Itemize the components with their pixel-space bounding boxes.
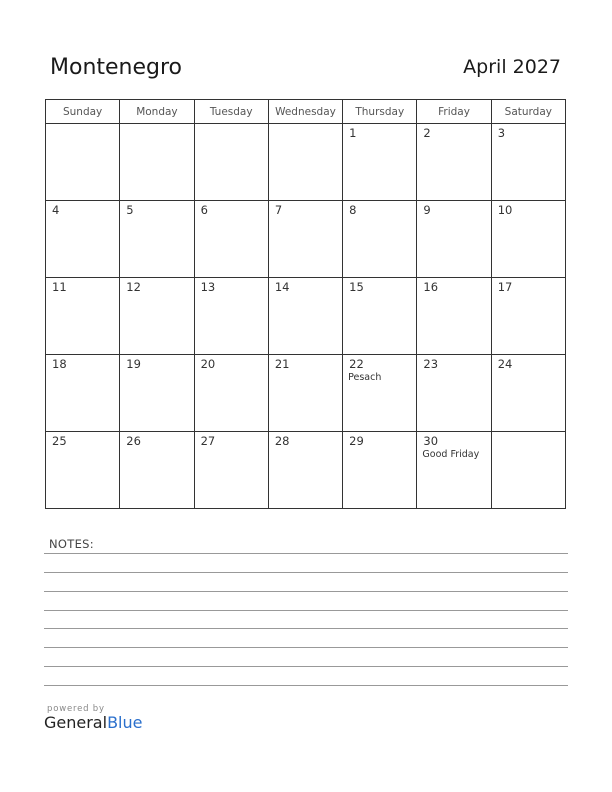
holiday-label: Good Friday [422,449,480,460]
note-line [44,572,568,573]
day-number: 30 [423,434,439,448]
day-number: 10 [497,203,513,217]
note-line [44,553,568,554]
week-row-1 [46,124,566,201]
weekday-saturday: Saturday [491,100,565,124]
day-number: 26 [126,434,141,448]
day-cell [417,355,491,432]
notes-label: NOTES: [49,537,94,551]
day-cell [491,124,565,201]
day-cell [120,278,194,355]
day-cell [194,201,268,278]
day-cell [343,355,417,432]
day-cell [343,201,417,278]
day-number: 18 [52,357,67,371]
day-cell [194,355,268,432]
day-cell [46,432,120,509]
week-row-2 [46,201,566,278]
day-number: 5 [126,203,134,217]
day-number: 19 [126,357,141,371]
day-number: 28 [274,434,290,448]
day-cell [491,201,565,278]
day-cell [120,124,194,201]
day-number: 16 [423,280,439,294]
day-cell [491,278,565,355]
note-line [44,685,568,686]
day-number: 13 [200,280,216,294]
day-number: 7 [274,203,283,217]
day-number: 14 [274,280,290,294]
day-cell [194,124,268,201]
day-cell [491,432,565,509]
day-cell [417,124,491,201]
day-number: 22 [349,357,364,371]
day-number: 12 [126,280,141,294]
day-number: 20 [200,357,216,371]
week-row-5 [46,432,566,509]
day-cell [46,278,120,355]
day-number: 24 [497,357,513,371]
weekday-sunday: Sunday [46,100,120,124]
weekday-friday: Friday [417,100,491,124]
weekday-tuesday: Tuesday [194,100,268,124]
day-cell [491,355,565,432]
day-number: 11 [52,280,67,294]
day-cell [120,432,194,509]
day-number: 21 [274,357,290,371]
day-number: 15 [349,280,364,294]
day-number: 8 [349,203,357,217]
calendar-grid [45,99,566,509]
day-cell [120,201,194,278]
brand-general: General [44,713,108,732]
day-number: 23 [423,357,439,371]
holiday-label: Pesach [348,372,382,383]
day-cell [268,432,342,509]
day-number [269,124,342,126]
weekday-monday: Monday [120,100,194,124]
brand-name [44,713,142,732]
day-cell [417,201,491,278]
generalblue-logo [44,704,142,732]
day-number: 2 [423,126,431,140]
day-number [46,124,119,126]
day-cell [417,278,491,355]
day-number: 27 [200,434,216,448]
day-cell [46,124,120,201]
weekday-header-row [46,100,566,124]
day-number [195,124,268,126]
day-number: 9 [423,203,431,217]
country-title: Montenegro [50,55,183,80]
day-number: 1 [349,126,357,140]
day-cell [194,432,268,509]
weekday-wednesday: Wednesday [268,100,342,124]
note-line [44,666,568,667]
note-line [44,628,568,629]
day-cell [46,355,120,432]
day-cell [268,355,342,432]
note-line [44,610,568,611]
day-number: 25 [52,434,67,448]
day-cell [343,124,417,201]
day-number: 29 [349,434,364,448]
month-year-title: April 2027 [463,56,561,78]
day-number: 3 [497,126,506,140]
weekday-thursday: Thursday [343,100,417,124]
week-row-3 [46,278,566,355]
week-row-4 [46,355,566,432]
day-cell [268,201,342,278]
day-cell [194,278,268,355]
brand-blue: Blue [107,713,143,732]
powered-by-text: powered by [47,704,105,714]
note-line [44,591,568,592]
day-number [492,432,565,434]
day-number [120,124,193,126]
day-cell [343,278,417,355]
day-cell [120,355,194,432]
day-number: 17 [497,280,513,294]
day-cell [343,432,417,509]
day-cell [268,278,342,355]
day-cell [46,201,120,278]
day-cell [417,432,491,509]
day-cell [268,124,342,201]
note-line [44,647,568,648]
day-number: 4 [52,203,60,217]
day-number: 6 [200,203,208,217]
